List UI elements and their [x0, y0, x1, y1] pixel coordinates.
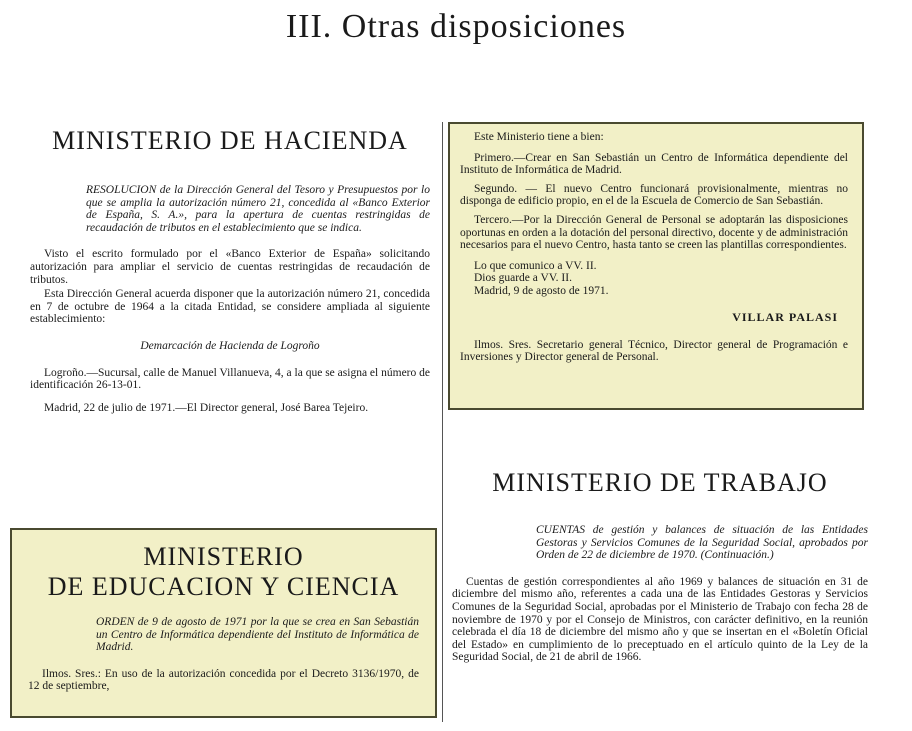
educacion-continuation-section: [448, 122, 864, 410]
trabajo-paragraph-1: Cuentas de gestión correspondientes al año 1969 y balances de situación en 31 de diciembre del mismo año, referentes a cada una de las Entidades Gestoras y Servicios Comunes de la Seguridad Social, aprobadas por el Ministerio de Trabajo con fecha 28 de noviembre de 1970 y por el Consejo de Ministros, con carácter definitivo, en la reunión celebrada el día 18 de diciembre del mismo año y que se insertan en el «Boletín Oficial del Estado» en cumplimiento de lo preceptuado en el artículo quinto de la Ley de la Seguridad Social, de 21 de abril de 1966.: [452, 575, 868, 664]
trabajo-heading: MINISTERIO DE TRABAJO: [492, 468, 828, 497]
hacienda-heading: MINISTERIO DE HACIENDA: [52, 126, 408, 155]
educacion-cont-paragraph-2: Primero.—Crear en San Sebastián un Centro de Informática dependiente del Instituto de Informática de Madrid.: [460, 151, 848, 177]
educacion-cont-paragraph-4: Tercero.—Por la Dirección General de Personal se adoptarán las disposiciones oportunas en orden a la dotación del personal directivo, docente y de administración necesarios para el nuevo Centro, hasta tanto se creen las plantillas correspondientes.: [460, 213, 848, 252]
hacienda-paragraph-4: Madrid, 22 de julio de 1971.—El Director general, José Barea Tejeiro.: [44, 401, 369, 414]
hacienda-paragraph-3: Logroño.—Sucursal, calle de Manuel Villanueva, 4, a la que se asigna el número de identificación 26-13-01.: [30, 366, 430, 392]
educacion-summary: ORDEN de 9 de agosto de 1971 por la que se crea en San Sebastián un Centro de Informática dependiente del Instituto de Informática de Madrid.: [96, 616, 419, 654]
hacienda-paragraph-2: Esta Dirección General acuerda disponer que la autorización número 21, concedida en 7 de octubre de 1964 a la citada Entidad, se considere ampliada al siguiente establecimiento:: [30, 288, 430, 326]
closing-line-3: Madrid, 9 de agosto de 1971.: [474, 284, 609, 297]
educacion-cont-paragraph-3: Segundo. — El nuevo Centro funcionará provisionalmente, mientras no disponga de edificio propio, en el de la Escuela de Comercio de San Sebastián.: [460, 182, 848, 208]
column-divider: [442, 122, 443, 722]
educacion-heading-line-2: DE EDUCACION Y CIENCIA: [47, 572, 400, 601]
closing-line-1: Lo que comunico a VV. II.: [474, 259, 597, 272]
educacion-paragraph-1: Ilmos. Sres.: En uso de la autorización concedida por el Decreto 3136/1970, de 12 de septiembre,: [28, 667, 419, 693]
hacienda-section: [30, 126, 430, 414]
hacienda-paragraph-1: Visto el escrito formulado por el «Banco Exterior de España» solicitando autorización para ampliar el servicio de cuentas restringidas de recaudación de tributos.: [30, 248, 430, 286]
trabajo-section: [452, 468, 868, 664]
educacion-heading-line-1: MINISTERIO: [143, 542, 304, 571]
hacienda-subheading: Demarcación de Hacienda de Logroño: [140, 339, 320, 352]
addressees: Ilmos. Sres. Secretario general Técnico, Director general de Programación e Inversiones y Director general de Personal.: [460, 338, 848, 364]
closing-line-2: Dios guarde a VV. II.: [474, 272, 572, 285]
educacion-cont-paragraph-1: Este Ministerio tiene a bien:: [474, 131, 604, 143]
signature: VILLAR PALASI: [732, 309, 838, 324]
trabajo-summary: CUENTAS de gestión y balances de situación de las Entidades Gestoras y Servicios Comunes de la Seguridad Social, aprobados por Orden de 22 de diciembre de 1970. (Continuación.): [536, 524, 868, 562]
hacienda-summary: RESOLUCION de la Dirección General del Tesoro y Presupuestos por lo que se amplia la autorización número 21, concedida al «Banco Exterior de España, S. A.», para la apertura de cuentas restringidas de recaudación de tributos en el establecimiento que se indica.: [86, 184, 430, 234]
page-title: III. Otras disposiciones: [285, 8, 627, 45]
educacion-section: [10, 528, 437, 718]
